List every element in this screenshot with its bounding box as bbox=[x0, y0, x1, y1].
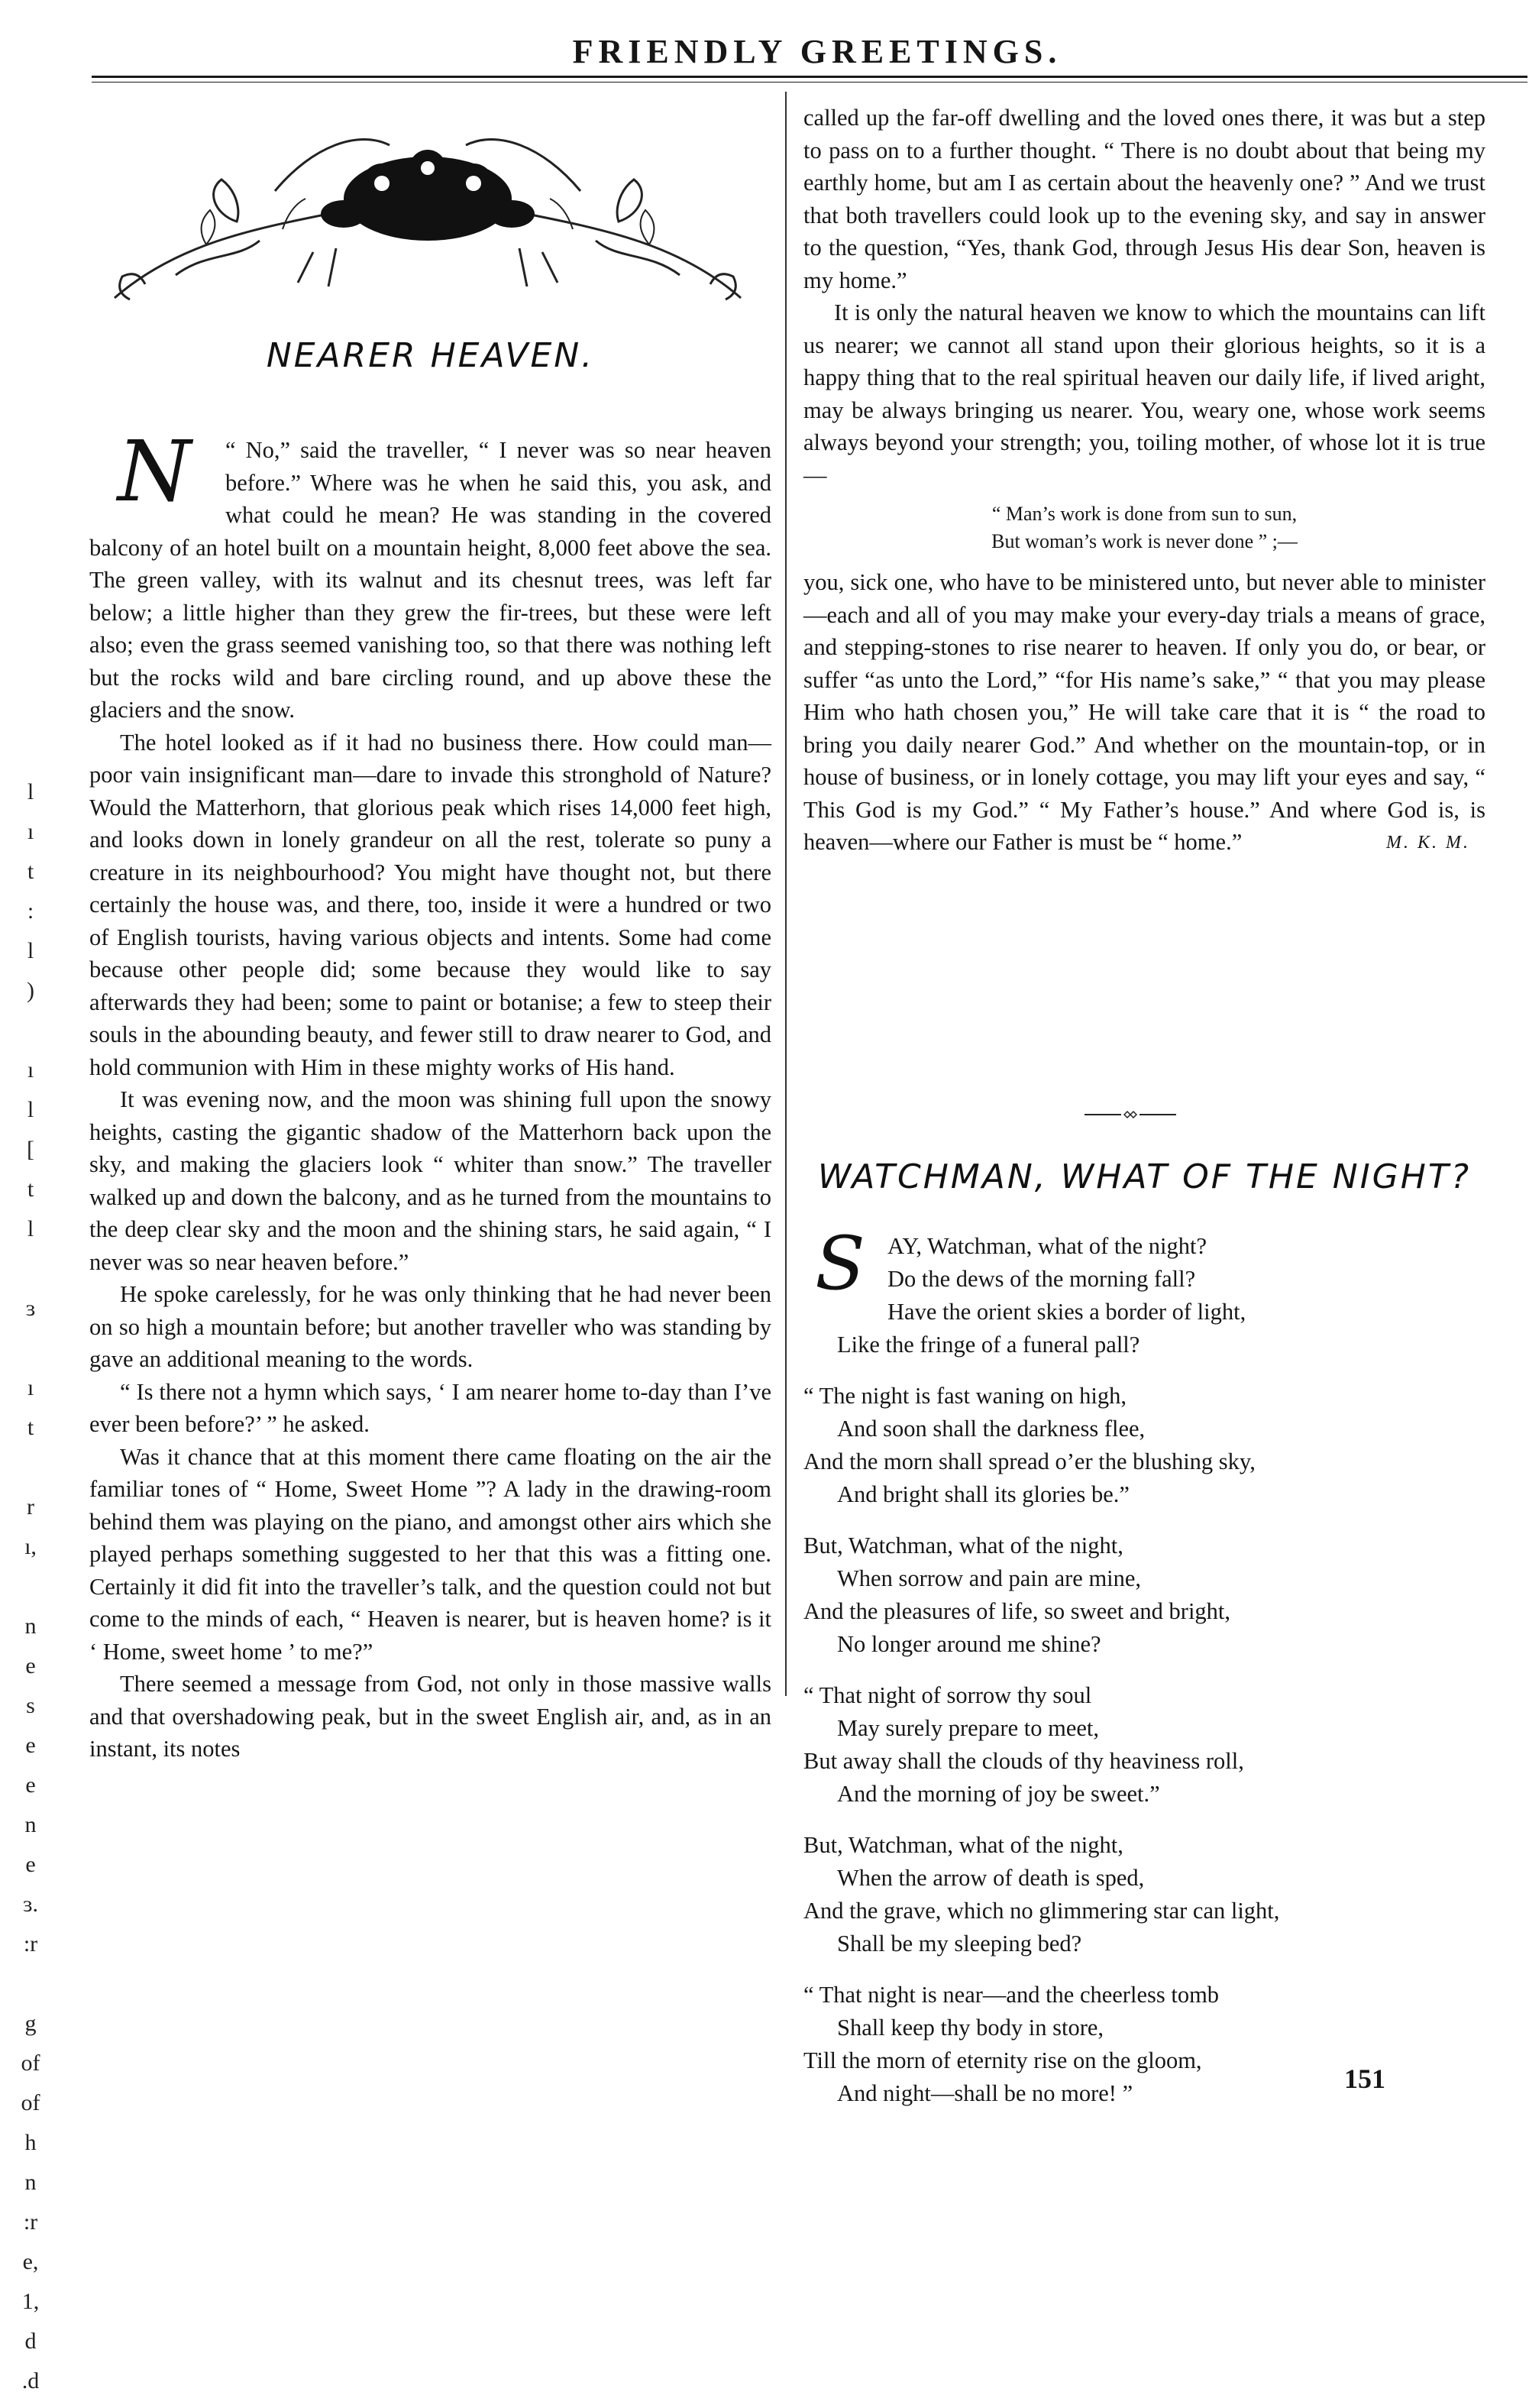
gutter-mark: 1, bbox=[21, 2289, 40, 2314]
gutter-mark: h bbox=[24, 2130, 37, 2155]
floral-ornament-icon bbox=[84, 99, 771, 329]
gutter-mark: l bbox=[27, 938, 34, 963]
gutter-mark bbox=[0, 1455, 61, 1494]
dropcap-n: N bbox=[117, 422, 192, 520]
poem-line: “ The night is fast waning on high, bbox=[803, 1383, 1127, 1409]
gutter-mark bbox=[0, 1574, 61, 1613]
gutter-mark: e bbox=[25, 1772, 36, 1798]
stanza bbox=[803, 1829, 1485, 1960]
gutter-mark: d bbox=[24, 2329, 37, 2354]
gutter-mark: ı, bbox=[24, 1534, 37, 1559]
gutter-mark: t bbox=[27, 1176, 34, 1202]
gutter-mark: ɜ bbox=[25, 1296, 36, 1321]
running-head: FRIENDLY GREETINGS. bbox=[572, 33, 1062, 70]
paragraph: Was it chance that at this moment there came floating on the air the familiar tones of “ Home, Sweet Home ”? A lady in the drawing-room behind them was playing on the piano, and amongst other airs which she played perhaps something suggested to her that this was a fitting one. Certainly it did fit into the traveller’s talk, and the question could not but come to the minds of each, “ Heaven is nearer, but is heaven home? is it ‘ Home, sweet home ’ to me?” bbox=[89, 1443, 771, 1665]
gutter-mark: g bbox=[24, 2011, 37, 2036]
gutter-mark: .d bbox=[21, 2368, 40, 2393]
paragraph: He spoke carelessly, for he was only thinking that he had never been on so high a mountain before; but another traveller who was standing by gave an additional meaning to the words. bbox=[89, 1281, 771, 1372]
gutter-mark: l bbox=[27, 779, 34, 804]
gutter-mark: t bbox=[27, 1415, 34, 1440]
poem-line: When sorrow and pain are mine, bbox=[837, 1565, 1142, 1591]
stanza bbox=[803, 1529, 1485, 1661]
article-title-nearer-heaven: NEARER HEAVEN. bbox=[266, 336, 595, 375]
gutter-mark: ı bbox=[27, 1375, 34, 1400]
gutter-mark: ɜ. bbox=[22, 1892, 39, 1917]
poem-line-text: AY, Watchman, what of the night? bbox=[887, 1233, 1207, 1259]
article-title-watchman: WATCHMAN, WHAT OF THE NIGHT? bbox=[817, 1157, 1472, 1196]
gutter-mark: e bbox=[25, 1852, 36, 1877]
paragraph: It was evening now, and the moon was shining full upon the snowy heights, casting the gigantic shadow of the Matterhorn back upon the sky, and making the glaciers look “ whiter than snow.” The traveller walked up and down the balcony, and as he turned from the mountains to the deep clear sky and the moon and the shining stars, he said again, “ I never was so near heaven before.” bbox=[89, 1086, 771, 1275]
quote-line: “ Man’s work is done from sun to sun, bbox=[991, 503, 1298, 525]
column-divider bbox=[785, 92, 787, 1696]
dropcap-s: S bbox=[815, 1221, 865, 1306]
header-rule bbox=[92, 76, 1527, 78]
poem-line: Shall be my sleeping bed? bbox=[837, 1931, 1082, 1956]
gutter-bleed-through bbox=[0, 779, 61, 2408]
gutter-mark: t bbox=[27, 859, 34, 884]
gutter-mark bbox=[0, 1335, 61, 1375]
gutter-mark: n bbox=[24, 2170, 37, 2195]
stanza bbox=[803, 1380, 1485, 1511]
first-paragraph-text: “ No,” said the traveller, “ I never was so near heaven before.” Where was he when he said this, you ask, and what could he mean? He was standing in the covered balcony of an hotel built on a mountain height, 8,000 feet above the sea. The green valley, with its walnut and its chesnut trees, was left far below; a little higher than they grew the fir-trees, but these were left also; even the grass seemed vanishing too, so that there was nothing left but the rocks wild and bare circling round, and up above these the glaciers and the snow. bbox=[89, 437, 771, 723]
poem-line: Have the orient skies a border of light, bbox=[887, 1299, 1246, 1325]
paragraph: There seemed a message from God, not only in those massive walls and that overshadowing peak, but in the sweet English air, and, as in an instant, its notes bbox=[89, 1671, 771, 1762]
header-rule-thin bbox=[92, 82, 1527, 83]
author-signature: M. K. M. bbox=[1386, 832, 1470, 853]
paragraph-continued: called up the far-off dwelling and the loved ones there, it was but a step to pass on to a further thought. “ There is no doubt about that being my earthly home, but am I as certain about the heavenly one? ” And we trust that both travellers could look up to the evening sky, and say in answer to the question, “Yes, thank God, through Jesus His dear Son, heaven is my home.” bbox=[803, 105, 1485, 293]
poem-line: May surely prepare to meet, bbox=[837, 1715, 1099, 1741]
poem-line: “ That night of sorrow thy soul bbox=[803, 1682, 1092, 1708]
gutter-mark: s bbox=[26, 1693, 35, 1718]
poem-line: Shall keep thy body in store, bbox=[837, 2015, 1104, 2041]
gutter-mark: :r bbox=[23, 1931, 38, 1956]
poem-line: Like the fringe of a funeral pall? bbox=[837, 1332, 1140, 1358]
gutter-mark: :r bbox=[23, 2209, 38, 2235]
poem-line: But away shall the clouds of thy heaviness roll, bbox=[803, 1748, 1244, 1774]
right-column bbox=[803, 102, 1485, 859]
poem-line: And night—shall be no more! ” bbox=[837, 2080, 1133, 2106]
gutter-mark: l bbox=[27, 1216, 34, 1241]
section-separator-icon bbox=[1085, 1109, 1176, 1120]
gutter-mark: : bbox=[27, 898, 34, 924]
gutter-mark: ı bbox=[27, 1057, 34, 1083]
gutter-mark: n bbox=[24, 1613, 37, 1639]
poem-line: Do the dews of the morning fall? bbox=[887, 1266, 1196, 1292]
gutter-mark: e, bbox=[22, 2249, 39, 2274]
gutter-mark: ı bbox=[27, 819, 34, 844]
stanza bbox=[803, 1221, 1485, 1361]
left-column bbox=[89, 422, 771, 1766]
poem-line: But, Watchman, what of the night, bbox=[803, 1832, 1123, 1858]
gutter-mark: l bbox=[27, 1097, 34, 1122]
poem-line: And the grave, which no glimmering star can light, bbox=[803, 1898, 1280, 1924]
gutter-mark: [ bbox=[27, 1137, 34, 1162]
poem-line: And bright shall its glories be.” bbox=[837, 1481, 1130, 1507]
closing-paragraph: you, sick one, who have to be ministered unto, but never able to minister—each and all of you may make your every-day trials a means of grace, and stepping-stones to rise nearer to heaven. If only you do, or bear, or suffer “as unto the Lord,” “for His name’s sake,” “ that you may please Him who hath chosen you,” He will take care that it is “ the road to bring you daily nearer God.” And whether on the mountain-top, or in house of business, or in lonely cottage, you may lift your eyes and say, “ This God is my God.” “ My Father’s house.” And where God is, is heaven—where our Father is must be “ home.” bbox=[803, 569, 1485, 855]
quote-line: But woman’s work is never done ” ;— bbox=[991, 530, 1298, 552]
paragraph: “ Is there not a hymn which says, ‘ I am nearer home to-day than I’ve ever been before?’ ” he asked. bbox=[89, 1378, 771, 1437]
gutter-mark: e bbox=[25, 1733, 36, 1758]
gutter-mark: of bbox=[21, 2090, 40, 2115]
page-number: 151 bbox=[1344, 2063, 1385, 2094]
first-paragraph bbox=[89, 422, 771, 727]
poem-line: No longer around me shine? bbox=[837, 1631, 1101, 1657]
poem bbox=[803, 1221, 1485, 2128]
poem-line: But, Watchman, what of the night, bbox=[803, 1533, 1123, 1558]
poem-line: And the pleasures of life, so sweet and bright, bbox=[803, 1598, 1231, 1624]
poem-line: And the morn shall spread o’er the blushing sky, bbox=[803, 1448, 1256, 1474]
gutter-mark bbox=[0, 1018, 61, 1057]
gutter-mark: r bbox=[27, 1494, 34, 1520]
stanza bbox=[803, 1679, 1485, 1811]
poem-line: “ That night is near—and the cheerless tomb bbox=[803, 1982, 1220, 2008]
gutter-mark: e bbox=[25, 1653, 36, 1678]
paragraph: The hotel looked as if it had no business there. How could man—poor vain insignificant man—dare to invade this stronghold of Nature? Would the Matterhorn, that glorious peak which rises 14,000 feet high, and looks down in lonely grandeur on all the rest, tolerate so puny a creature in its neighbourhood? You might have thought not, but there certainly the house was, and there, too, inside it were a hundred or two of English tourists, having various objects and intents. Some had come because other people did; some because they would like to say afterwards they had been; some to paint or botanise; a few to steep their souls in the abounding beauty, and fewer still to draw nearer to God, and hold communion with Him in these mighty works of His hand. bbox=[89, 729, 771, 1080]
poem-line: And soon shall the darkness flee, bbox=[837, 1416, 1146, 1442]
gutter-mark bbox=[0, 1256, 61, 1296]
poem-line: When the arrow of death is sped, bbox=[837, 1865, 1145, 1891]
gutter-mark: of bbox=[21, 2050, 40, 2076]
paragraph: It is only the natural heaven we know to which the mountains can lift us nearer; we cannot all stand upon their glorious heights, so it is a happy thing that to the real spiritual heaven our daily life, if lived aright, may be always bringing us nearer. You, weary one, whose work seems always beyond your strength; you, toiling mother, of whose lot it is true— bbox=[803, 299, 1485, 488]
poem-line: Till the morn of eternity rise on the gloom, bbox=[803, 2047, 1202, 2073]
block-quote bbox=[803, 500, 1485, 555]
gutter-mark: n bbox=[24, 1812, 37, 1837]
poem-line: And the morning of joy be sweet.” bbox=[837, 1781, 1160, 1807]
gutter-mark: ) bbox=[27, 978, 34, 1003]
gutter-mark bbox=[0, 1971, 61, 2011]
